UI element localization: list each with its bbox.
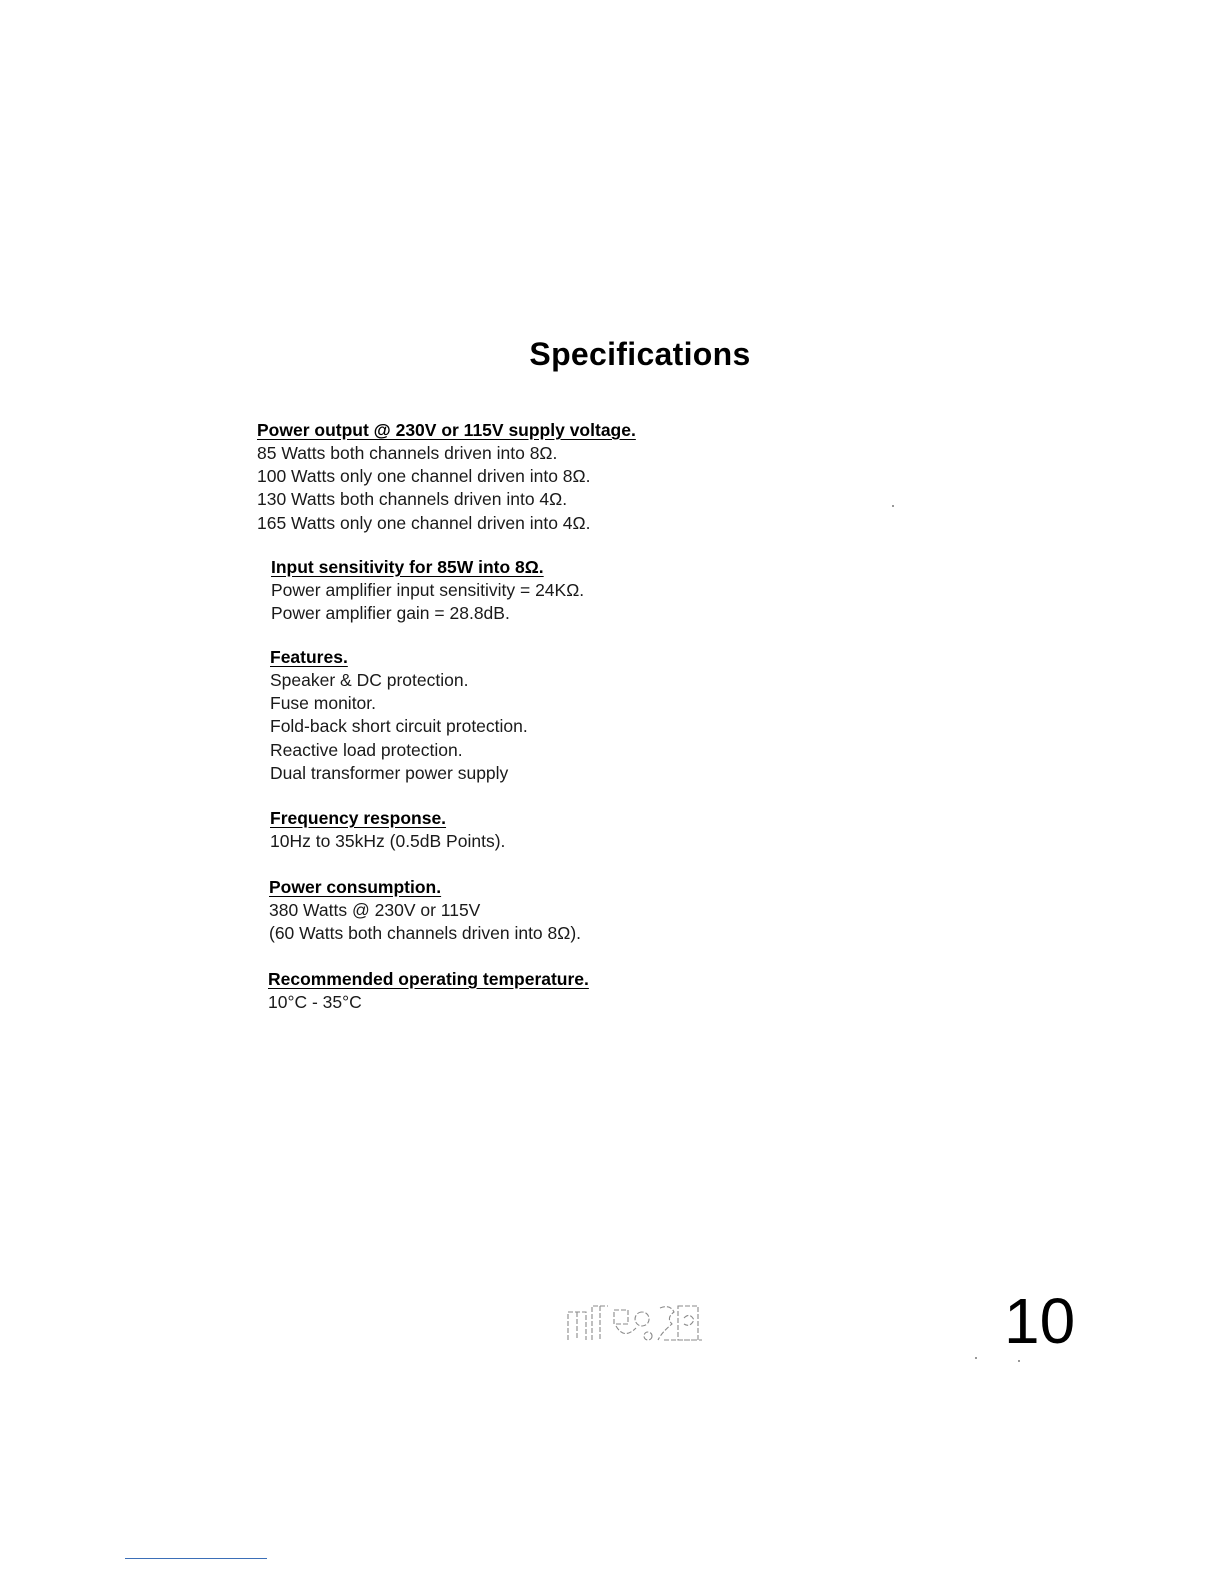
scan-speck bbox=[975, 1357, 977, 1359]
section-input-sensitivity bbox=[271, 556, 584, 625]
spec-line: 165 Watts only one channel driven into 4Ω. bbox=[257, 512, 591, 533]
section-operating-temperature bbox=[268, 968, 589, 1014]
spec-line: 100 Watts only one channel driven into 8Ω. bbox=[257, 466, 591, 487]
footer-rule bbox=[125, 1558, 267, 1559]
section-heading: Power consumption. bbox=[269, 877, 442, 897]
section-heading: Frequency response. bbox=[270, 808, 447, 828]
spec-line: Power amplifier gain = 28.8dB. bbox=[271, 603, 510, 624]
scan-speck bbox=[892, 505, 894, 507]
spec-line: 85 Watts both channels driven into 8Ω. bbox=[257, 443, 558, 463]
spec-line: Reactive load protection. bbox=[270, 739, 463, 760]
section-heading: Power output @ 230V or 115V supply voltage. bbox=[257, 420, 636, 440]
section-heading: Input sensitivity for 85W into 8Ω. bbox=[271, 557, 544, 577]
section-heading: Recommended operating temperature. bbox=[268, 969, 589, 989]
section-heading: Features. bbox=[270, 647, 348, 667]
brand-logo bbox=[564, 1300, 706, 1348]
scan-speck bbox=[1018, 1360, 1020, 1362]
spec-line: Dual transformer power supply bbox=[270, 762, 509, 783]
section-power-consumption bbox=[269, 876, 581, 945]
spec-line: Fold-back short circuit protection. bbox=[270, 716, 528, 737]
spec-line: Power amplifier input sensitivity = 24KΩ. bbox=[271, 580, 585, 600]
spec-line: Fuse monitor. bbox=[270, 693, 377, 714]
section-power-output bbox=[257, 419, 636, 535]
page-title: Specifications bbox=[529, 336, 751, 372]
spec-line: 130 Watts both channels driven into 4Ω. bbox=[257, 489, 568, 510]
spec-line: (60 Watts both channels driven into 8Ω). bbox=[269, 923, 582, 944]
page-number: 10 bbox=[1004, 1285, 1076, 1357]
spec-line: 380 Watts @ 230V or 115V bbox=[269, 900, 481, 920]
section-features bbox=[270, 646, 528, 785]
spec-line: Speaker & DC protection. bbox=[270, 670, 469, 690]
section-frequency-response bbox=[270, 807, 505, 853]
spec-line: 10Hz to 35kHz (0.5dB Points). bbox=[270, 831, 506, 851]
spec-line: 10°C - 35°C bbox=[268, 992, 362, 1012]
